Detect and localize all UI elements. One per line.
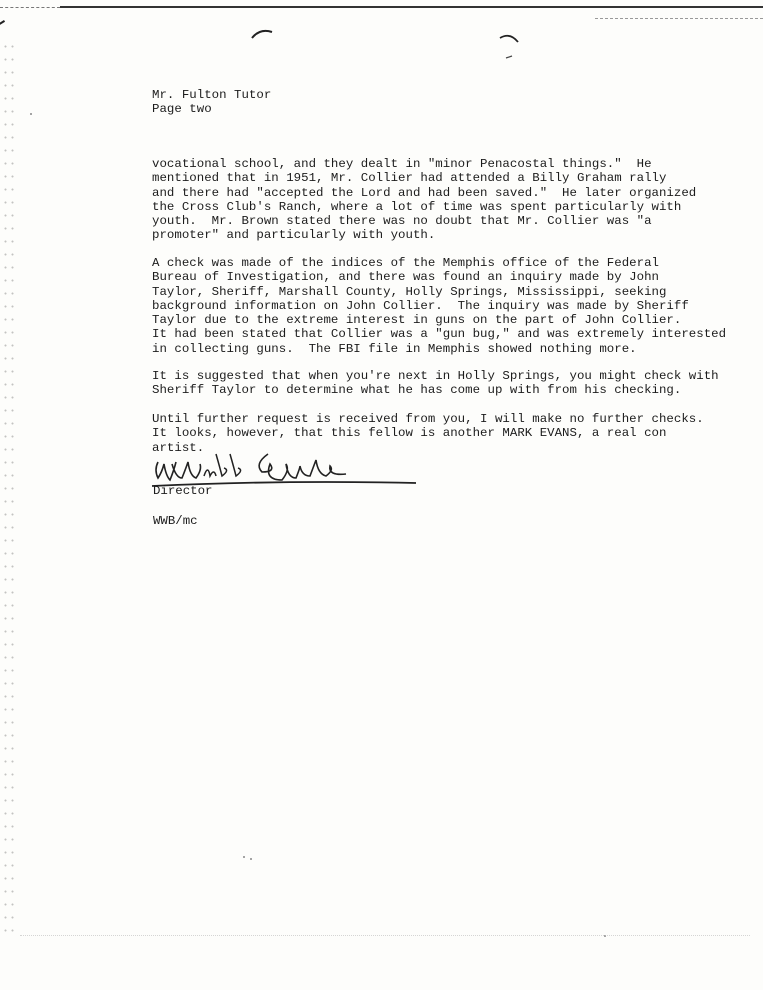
paragraph-line: and there had "accepted the Lord and had been saved." He later organized	[152, 185, 697, 200]
paragraph-line: It is suggested that when you're next in Holly Springs, you might check with	[152, 369, 719, 383]
paragraph-line: A check was made of the indices of the Memphis office of the Federal	[152, 256, 659, 270]
paragraph-line: mentioned that in 1951, Mr. Collier had attended a Billy Graham rally	[152, 171, 667, 186]
page-label: Page two	[152, 102, 212, 117]
corner-pen-mark	[0, 20, 5, 41]
paragraph-1	[152, 157, 696, 243]
top-edge-line	[60, 6, 763, 8]
paragraph-line: in collecting guns. The FBI file in Memphis showed nothing more.	[152, 341, 637, 356]
paragraph-line: background information on John Collier. The inquiry was made by Sheriff	[152, 298, 689, 313]
speck	[250, 858, 252, 860]
left-margin-perforation	[2, 40, 16, 940]
top-right-dashes	[595, 18, 763, 19]
paragraph-line: youth. Mr. Brown stated there was no doubt that Mr. Collier was "a	[152, 214, 652, 229]
speck	[243, 856, 245, 858]
speck	[30, 113, 32, 115]
paragraph-line: Bureau of Investigation, and there was found an inquiry made by John	[152, 270, 659, 285]
paragraph-2	[152, 256, 726, 356]
paragraph-line: promoter" and particularly with youth.	[152, 228, 436, 243]
paragraph-line: Taylor due to the extreme interest in guns on the part of John Collier.	[152, 313, 682, 328]
paragraph-3	[152, 369, 719, 398]
paragraph-line: Taylor, Sheriff, Marshall County, Holly Springs, Mississippi, seeking	[152, 284, 667, 299]
paragraph-line: the Cross Club's Ranch, where a lot of time was spent particularly with	[152, 199, 682, 214]
bottom-scan-noise	[20, 935, 750, 936]
paragraph-line: vocational school, and they dealt in "minor Penacostal things." He	[152, 157, 652, 171]
paragraph-line: artist.	[152, 440, 205, 455]
signer-title: Director	[153, 484, 213, 498]
recipient-line: Mr. Fulton Tutor	[152, 88, 272, 102]
top-edge-dashes	[0, 7, 60, 8]
paragraph-line: It looks, however, that this fellow is another MARK EVANS, a real con	[152, 426, 667, 441]
paragraph-line: Until further request is received from you, I will make no further checks.	[152, 412, 704, 426]
letter-header	[152, 88, 271, 117]
scan-artifact-right	[498, 32, 522, 62]
paragraph-line: Sheriff Taylor to determine what he has come up with from his checking.	[152, 383, 682, 398]
typist-initials: WWB/mc	[153, 514, 198, 528]
scan-artifact-left	[250, 28, 274, 40]
paragraph-line: It had been stated that Collier was a "gun bug," and was extremely interested	[152, 327, 727, 342]
paragraph-4	[152, 412, 704, 455]
